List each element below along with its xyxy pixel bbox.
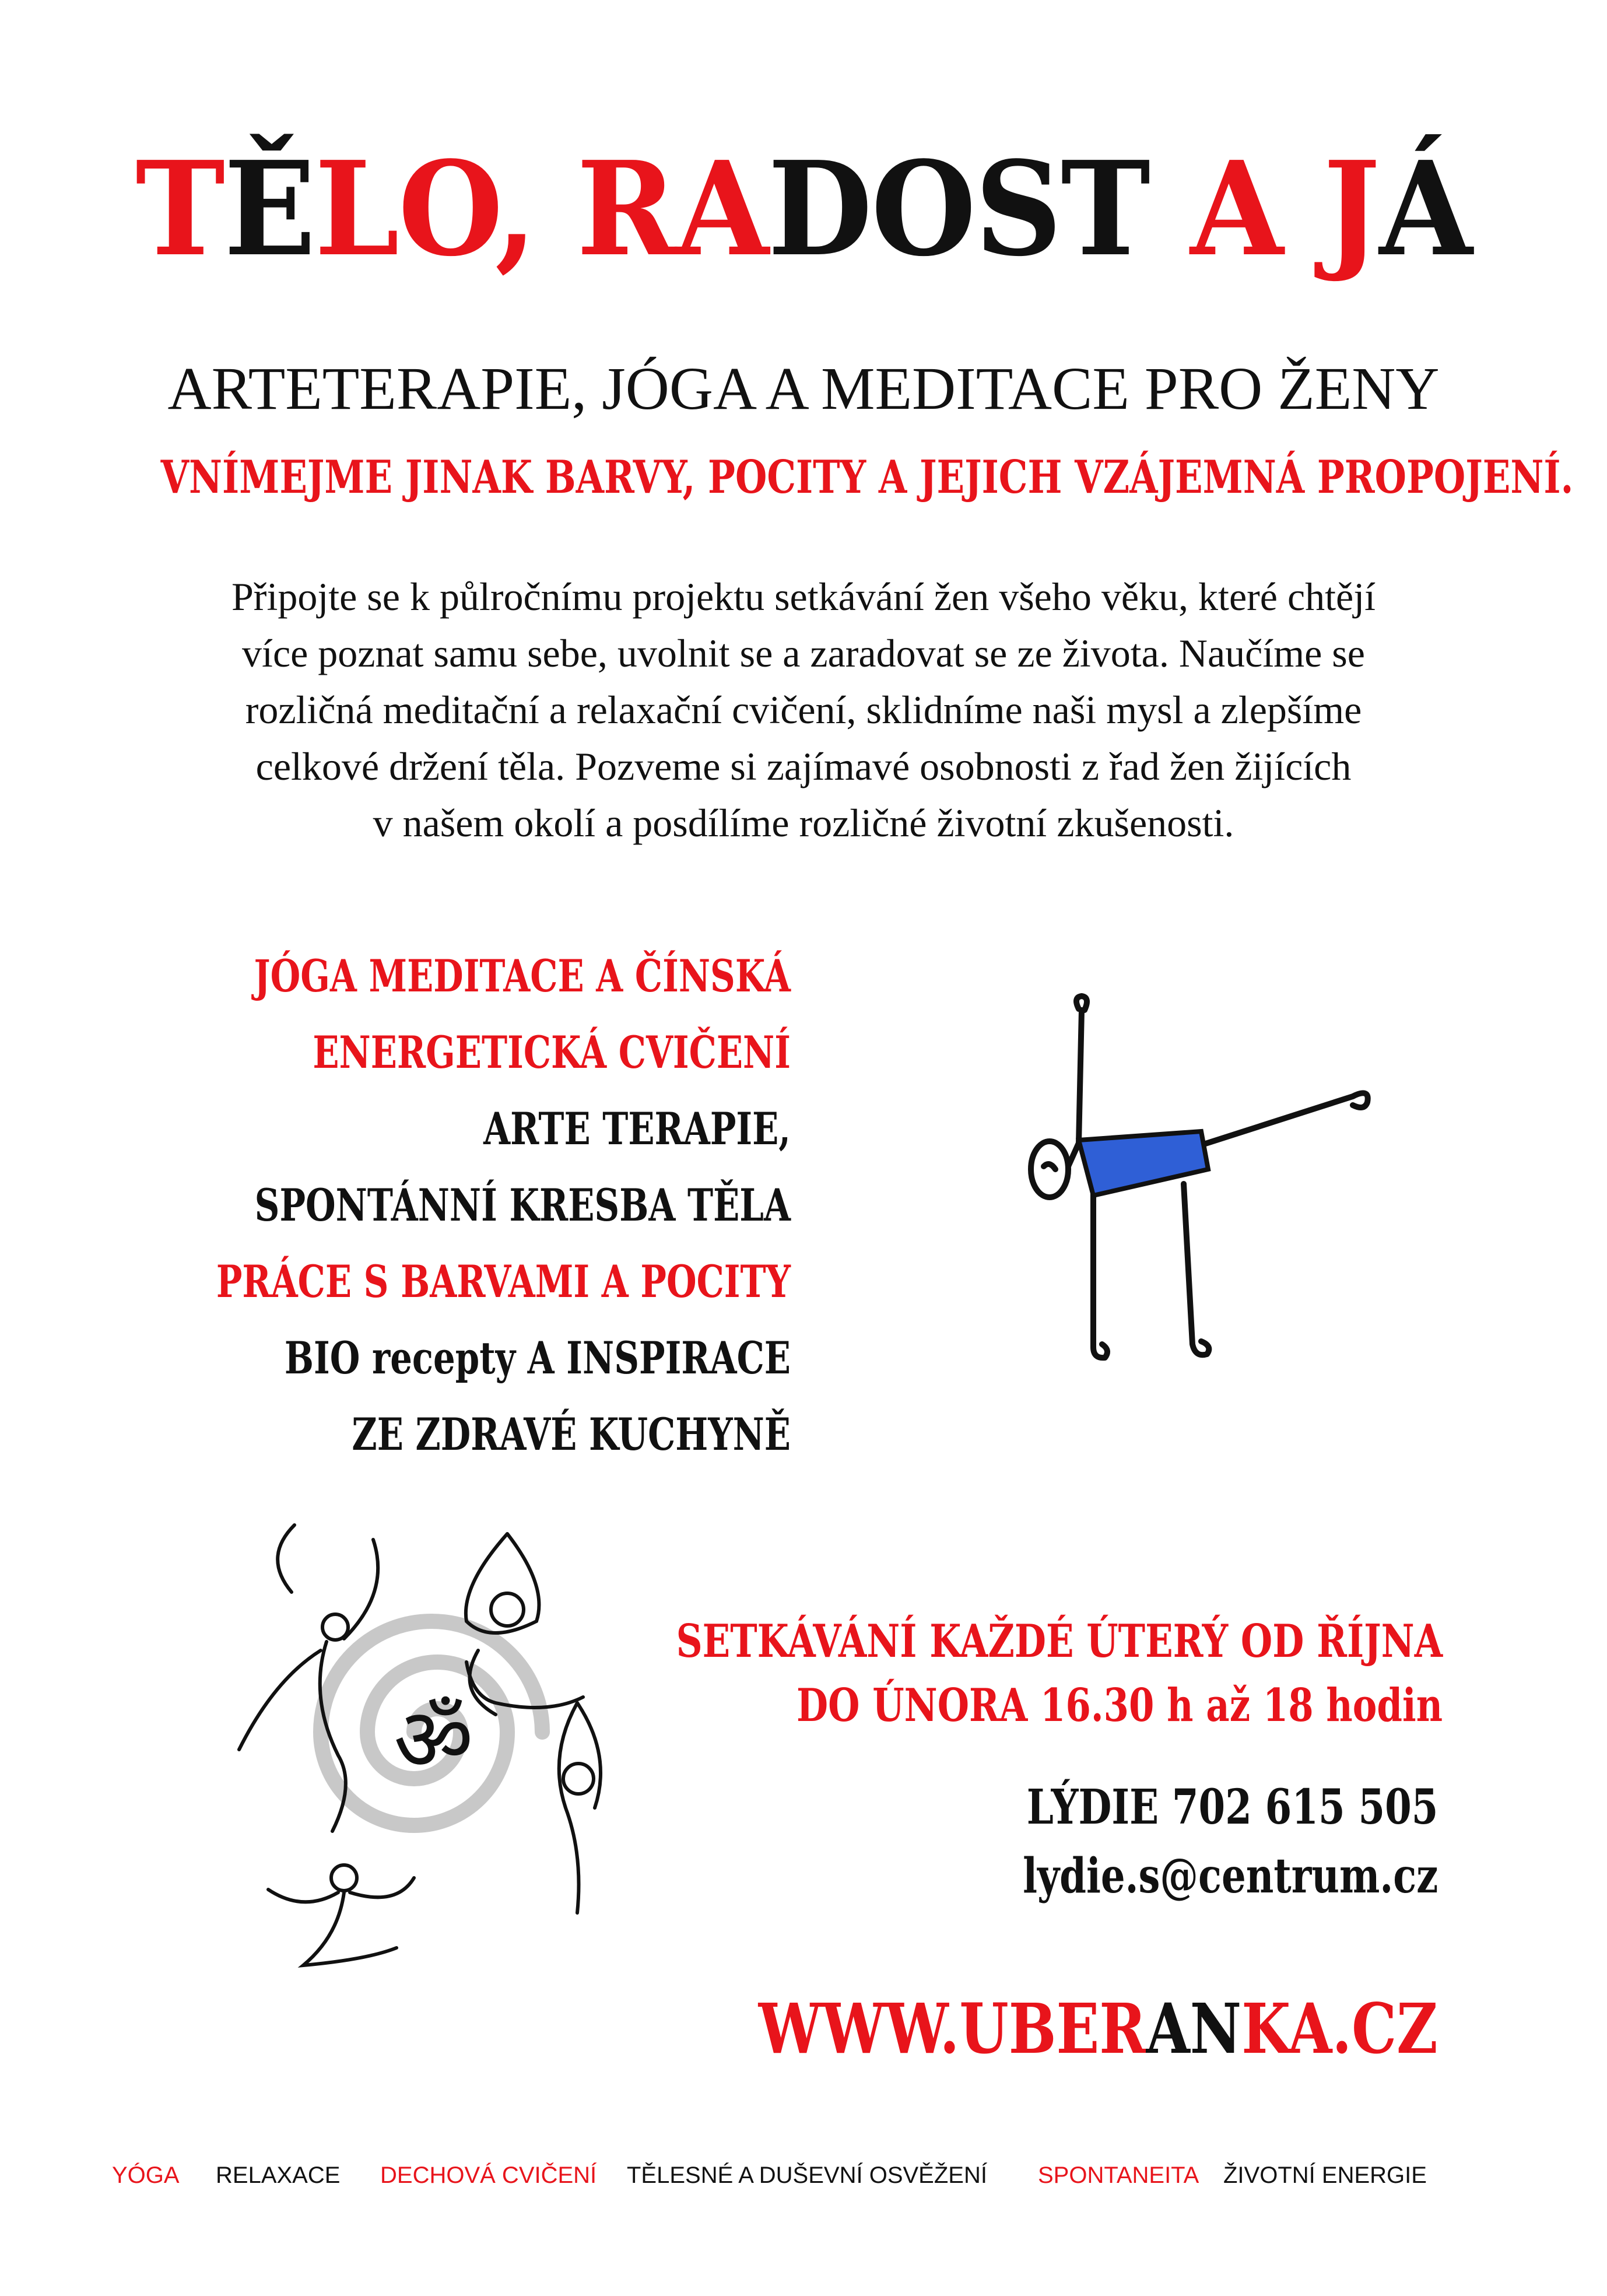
intro-line: v našem okolí a posdílíme rozličné životní zkušenosti. [373,801,1234,845]
title-part: RA [576,134,768,285]
website-part: WWW. [758,1988,960,2069]
footer-keywords [0,2158,1607,2193]
website-part: KA.CZ [1241,1988,1438,2069]
activity-item: ARTE TERAPIE, [483,1103,791,1155]
footer-keyword: SPONTANEITA [1038,2162,1199,2188]
yoga-stick-figure-illustration [991,991,1399,1376]
title-part: Ě [224,134,315,285]
schedule-line: SETKÁVÁNÍ KAŽDÉ ÚTERÝ OD ŘÍJNA [676,1615,1443,1668]
contact-name-phone: LÝDIE 702 615 505 [1026,1779,1438,1835]
om-symbol: ॐ [394,1689,473,1791]
tagline: VNÍMEJME JINAK BARVY, POCITY A JEJICH VZÁJEMNÁ PROPOJENÍ. [160,451,1574,504]
contact-email[interactable]: lydie.s@centrum.cz [1022,1848,1438,1904]
subtitle: ARTETERAPIE, JÓGA A MEDITACE PRO ŽENY [167,355,1440,422]
intro-line: celkové držení těla. Pozveme si zajímavé osobnosti z řad žen žijících [255,744,1352,788]
title-part: A J [1149,134,1380,285]
activity-item: PRÁCE S BARVAMI A POCITY [216,1256,791,1308]
title-part: DOST [767,134,1150,285]
contact-info [1023,1773,1438,1911]
intro-paragraph [117,569,1490,851]
footer-keyword: YÓGA [112,2162,180,2188]
footer-keyword: TĚLESNÉ A DUŠEVNÍ OSVĚŽENÍ [627,2162,987,2188]
activity-item: SPONTÁNNÍ KRESBA TĚLA [254,1179,791,1231]
blue-shorts-shape [1079,1131,1208,1196]
footer-keyword: ŽIVOTNÍ ENERGIE [1223,2162,1427,2188]
footer-keyword: RELAXACE [216,2162,341,2188]
activity-item: JÓGA MEDITACE A ČÍNSKÁ [254,950,791,1002]
intro-line: rozličná meditační a relaxační cvičení, sklidníme naši mysl a zlepšíme [245,688,1362,732]
intro-line: více poznat samu sebe, uvolnit se a zaradovat se ze života. Naučíme se [242,631,1365,675]
meditation-figures-illustration [222,1505,630,1971]
schedule-info [676,1610,1443,1738]
poster-title [56,134,1550,285]
activity-item: BIO recepty A INSPIRACE [284,1332,791,1384]
activity-item: ENERGETICKÁ CVIČENÍ [313,1026,791,1078]
schedule-line: DO ÚNORA 16.30 h až 18 hodin [796,1679,1443,1732]
title-part: LO, [314,134,577,285]
intro-line: Připojte se k půlročnímu projektu setkávání žen všeho věku, které chtějí [231,574,1376,619]
footer-keyword: DECHOVÁ CVIČENÍ [380,2162,597,2188]
website-part: UBER [959,1988,1146,2069]
activities-list [216,938,791,1473]
activity-item: ZE ZDRAVÉ KUCHYNĚ [352,1408,791,1460]
website-link[interactable] [758,1988,1438,2069]
title-part: Á [1379,134,1472,285]
title-part: T [135,134,224,285]
website-part: AN [1146,1988,1242,2069]
